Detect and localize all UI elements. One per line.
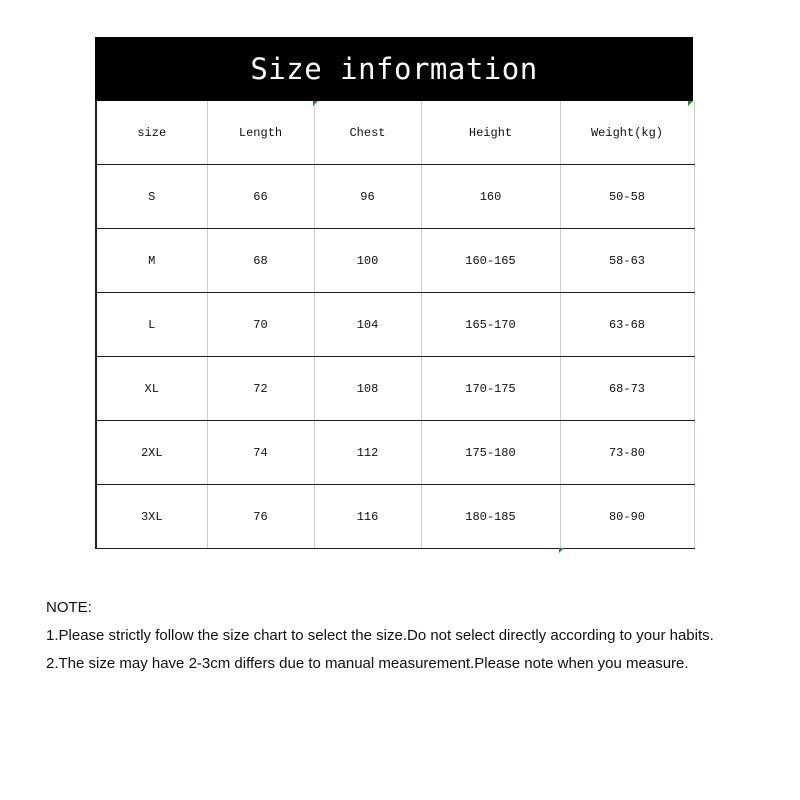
table-cell: 112 [314, 421, 421, 485]
table-row [96, 293, 694, 357]
cell-marker-icon [559, 548, 564, 553]
table-cell: 74 [207, 421, 314, 485]
table-cell: 160-165 [421, 229, 560, 293]
table-cell: 180-185 [421, 485, 560, 549]
table-cell: 175-180 [421, 421, 560, 485]
table-row [96, 357, 694, 421]
column-header: Chest [314, 101, 421, 165]
header-row [96, 101, 694, 165]
table-cell: 72 [207, 357, 314, 421]
table-cell: 160 [421, 165, 560, 229]
note-line: 1.Please strictly follow the size chart to select the size.Do not select directly according to your habits. [46, 627, 714, 644]
table-cell: 170-175 [421, 357, 560, 421]
table-cell: 68-73 [560, 357, 694, 421]
table-cell: 116 [314, 485, 421, 549]
table-cell: 76 [207, 485, 314, 549]
table-cell: 70 [207, 293, 314, 357]
table-row [96, 485, 694, 549]
notes-heading: NOTE: [46, 599, 92, 616]
notes [46, 594, 714, 678]
table-cell: 80-90 [560, 485, 694, 549]
cell-marker-icon [688, 101, 693, 106]
note-line: 2.The size may have 2-3cm differs due to manual measurement.Please note when you measure. [46, 655, 689, 672]
table-row [96, 229, 694, 293]
table-cell: L [96, 293, 207, 357]
table-cell: 2XL [96, 421, 207, 485]
table-cell: 108 [314, 357, 421, 421]
table-cell: S [96, 165, 207, 229]
column-header: Weight(kg) [560, 101, 694, 165]
size-table [95, 101, 695, 549]
table-cell: 50-58 [560, 165, 694, 229]
table-cell: 165-170 [421, 293, 560, 357]
table-cell: 104 [314, 293, 421, 357]
table-cell: 58-63 [560, 229, 694, 293]
chart-title: Size information [95, 37, 693, 101]
table-cell: 63-68 [560, 293, 694, 357]
table-cell: M [96, 229, 207, 293]
table-cell: 96 [314, 165, 421, 229]
column-header: Length [207, 101, 314, 165]
table-cell: 100 [314, 229, 421, 293]
table-row [96, 421, 694, 485]
table-cell: 73-80 [560, 421, 694, 485]
cell-marker-icon [313, 101, 318, 106]
table-cell: XL [96, 357, 207, 421]
column-header: size [96, 101, 207, 165]
size-chart [95, 37, 693, 549]
table-cell: 68 [207, 229, 314, 293]
table-row [96, 165, 694, 229]
column-header: Height [421, 101, 560, 165]
table-cell: 3XL [96, 485, 207, 549]
table-cell: 66 [207, 165, 314, 229]
